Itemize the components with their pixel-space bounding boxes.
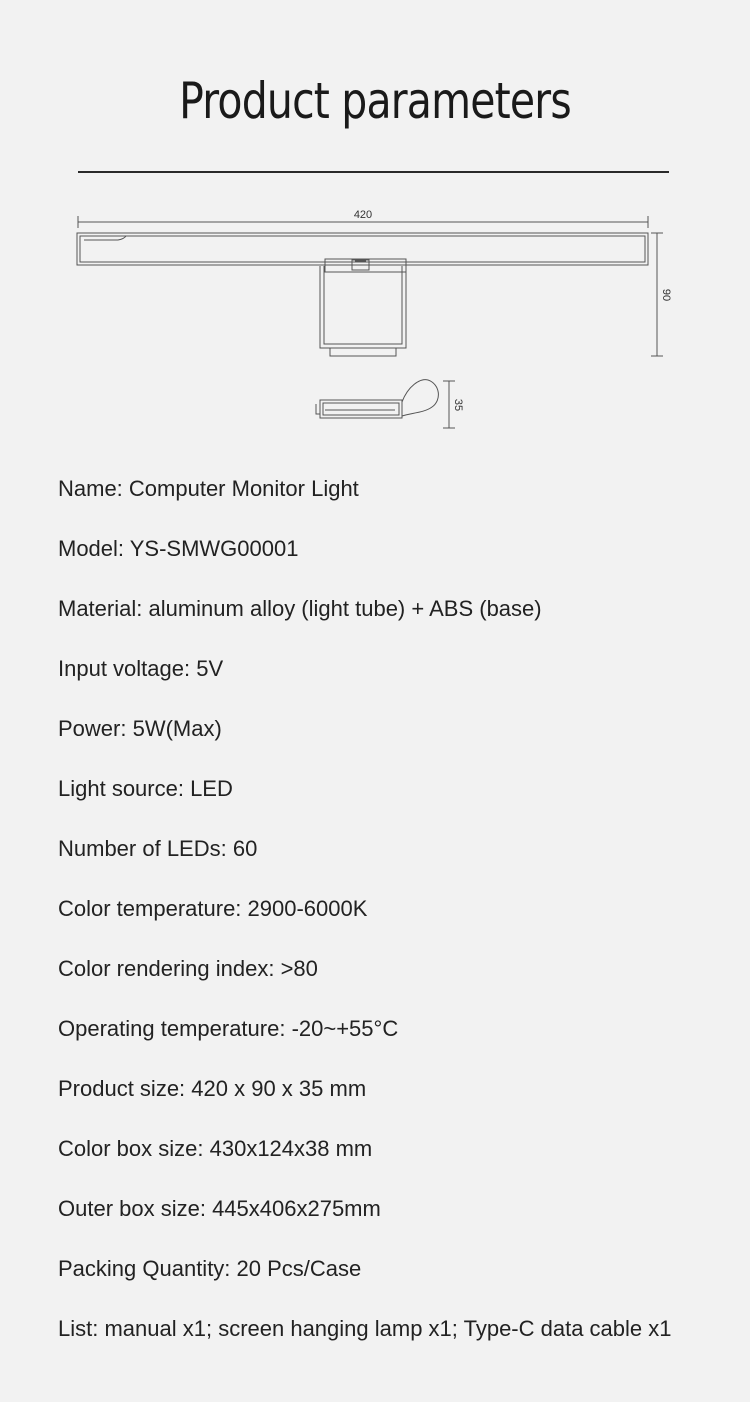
clamp-side [316, 380, 438, 418]
spec-input-voltage: Input voltage: 5V [58, 656, 224, 681]
spec-light-source: Light source: LED [58, 776, 233, 801]
spec-operating-temperature: Operating temperature: -20~+55°C [58, 1016, 399, 1041]
spec-product-size: Product size: 420 x 90 x 35 mm [58, 1076, 367, 1101]
spec-power: Power: 5W(Max) [58, 716, 222, 741]
clamp-front [320, 259, 406, 356]
spec-name: Name: Computer Monitor Light [58, 476, 359, 501]
spec-material: Material: aluminum alloy (light tube) + ABS (base) [58, 596, 542, 621]
page-title: Product parameters [179, 72, 571, 130]
spec-packing-quantity: Packing Quantity: 20 Pcs/Case [58, 1256, 362, 1281]
title-divider [78, 171, 669, 173]
spec-package-list: List: manual x1; screen hanging lamp x1; Type-C data cable x1 [58, 1316, 672, 1341]
spec-list [58, 474, 738, 1374]
height-label: 90 [660, 288, 672, 302]
spec-outer-box-size: Outer box size: 445x406x275mm [58, 1196, 381, 1221]
spec-color-box-size: Color box size: 430x124x38 mm [58, 1136, 373, 1161]
width-label: 420 [353, 209, 373, 221]
depth-label: 35 [452, 398, 464, 412]
spec-color-rendering-index: Color rendering index: >80 [58, 956, 318, 981]
spec-color-temperature: Color temperature: 2900-6000K [58, 896, 368, 921]
dimension-diagram [0, 195, 750, 440]
spec-led-count: Number of LEDs: 60 [58, 836, 258, 861]
spec-model: Model: YS-SMWG00001 [58, 536, 299, 561]
